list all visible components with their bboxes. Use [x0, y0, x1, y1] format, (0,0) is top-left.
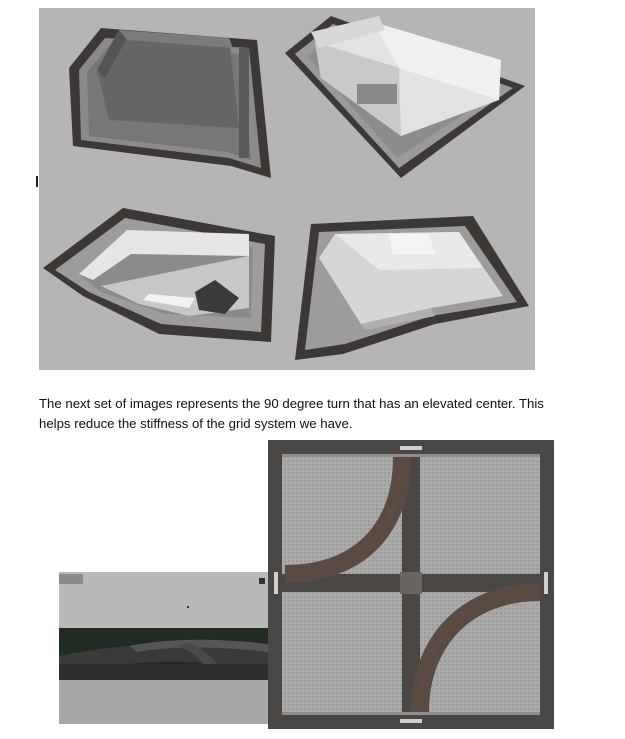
- city-blocks-render-image: [39, 8, 535, 370]
- caption-paragraph: The next set of images represents the 90 degree turn that has an elevated center. This helps reduce the stiffness of the grid system we have.: [39, 396, 544, 431]
- road-viewport-render-image: [59, 572, 268, 724]
- text-cursor-mark: [36, 176, 38, 187]
- road-plan-view-image: [268, 440, 554, 729]
